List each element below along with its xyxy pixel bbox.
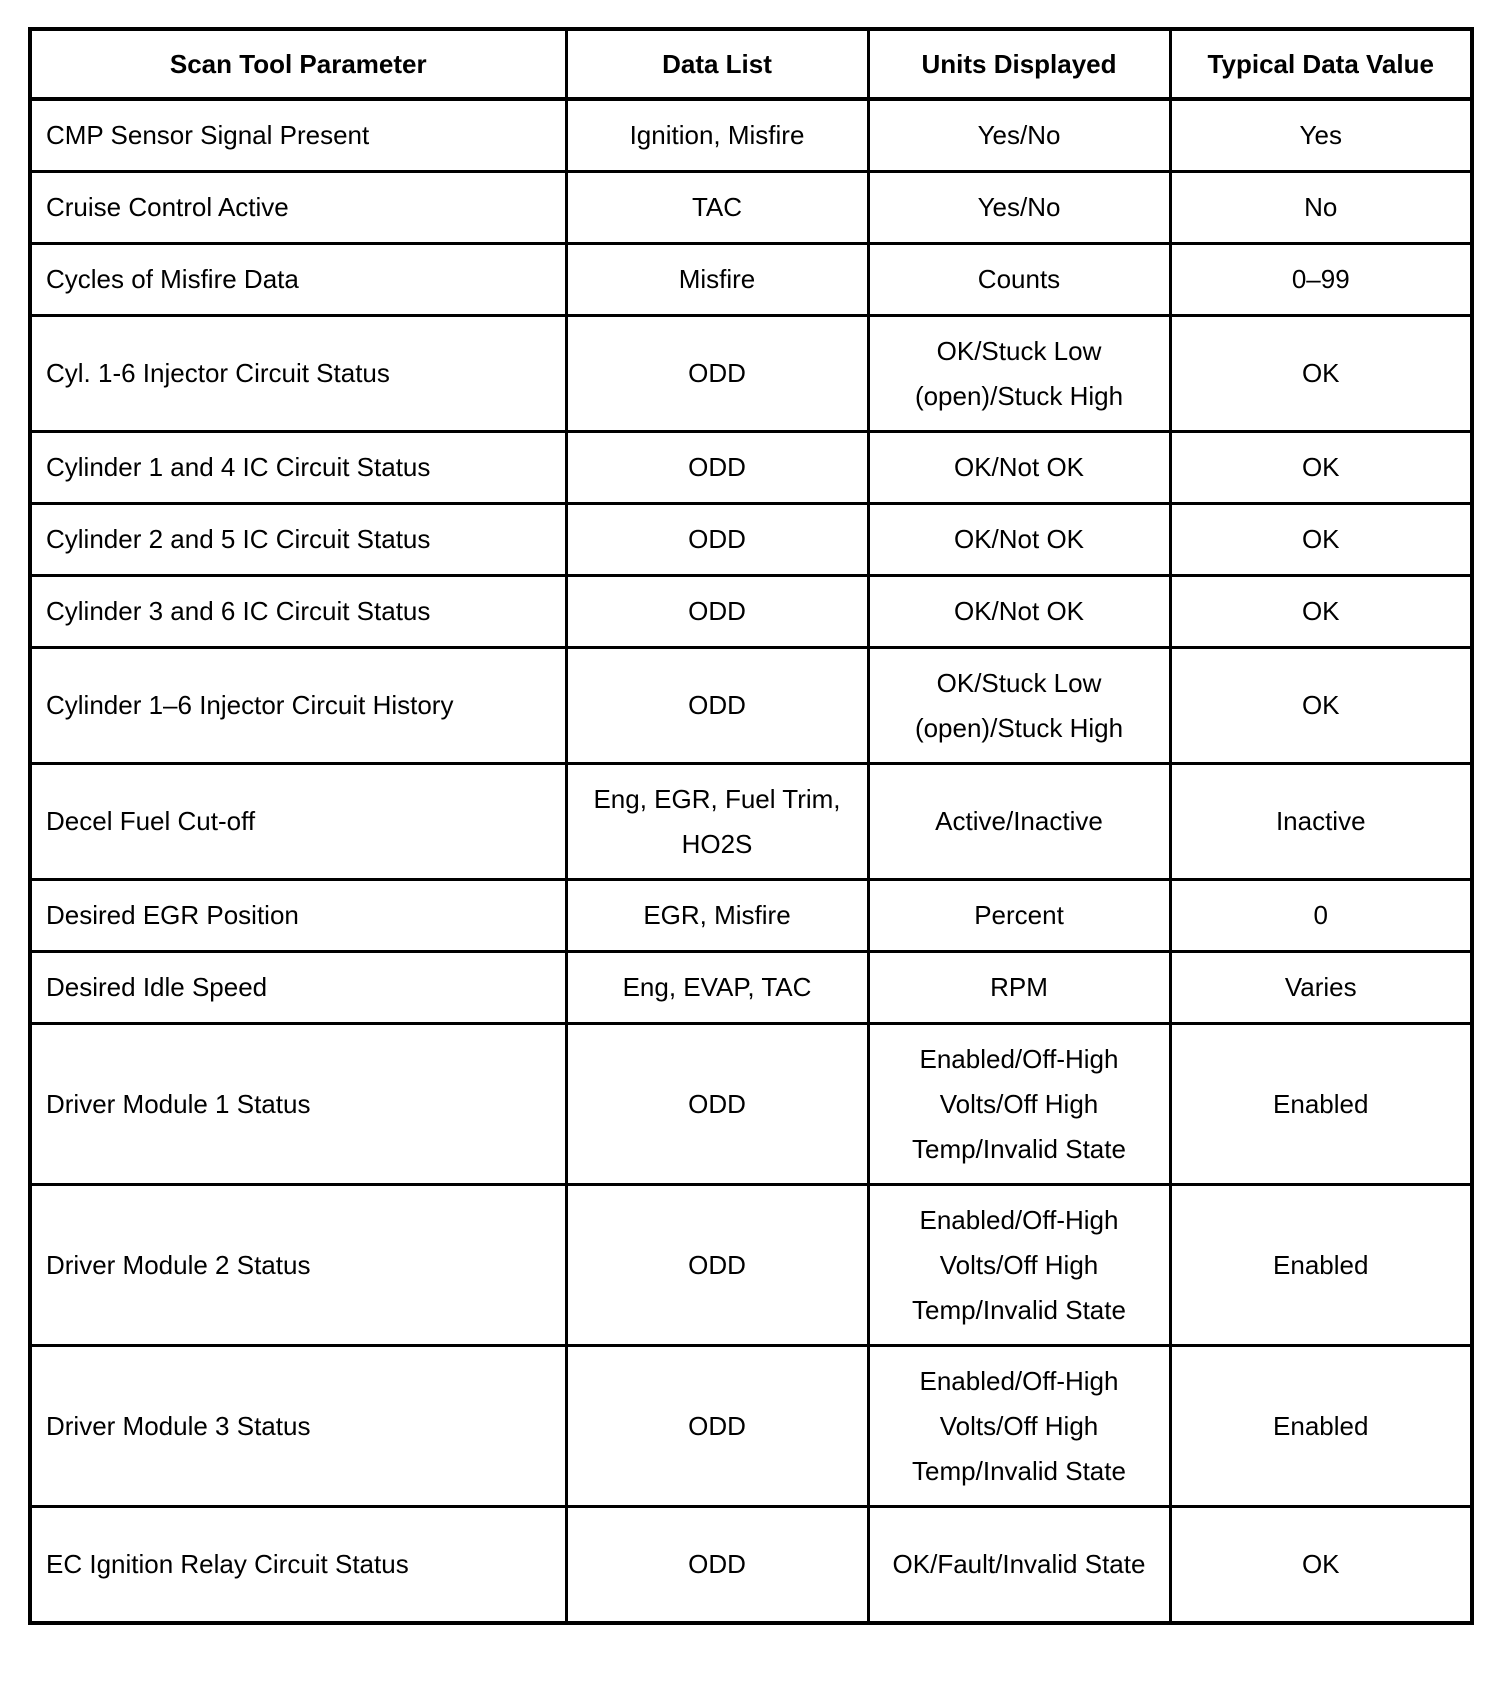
cell-units: Active/Inactive [868,764,1170,880]
cell-typical-value: Inactive [1170,764,1472,880]
table-row [30,1507,1472,1624]
table-row [30,1346,1472,1507]
header-typical-data-value: Typical Data Value [1170,29,1472,99]
cell-typical-value: No [1170,172,1472,244]
cell-parameter: Driver Module 3 Status [30,1346,566,1507]
cell-units: Enabled/Off-High Volts/Off High Temp/Invalid State [868,1185,1170,1346]
cell-typical-value: Yes [1170,99,1472,172]
cell-parameter: CMP Sensor Signal Present [30,99,566,172]
cell-parameter: Cyl. 1-6 Injector Circuit Status [30,316,566,432]
cell-data-list: ODD [566,316,868,432]
table-row [30,504,1472,576]
cell-data-list: ODD [566,432,868,504]
cell-data-list: Eng, EGR, Fuel Trim, HO2S [566,764,868,880]
cell-units: OK/Not OK [868,432,1170,504]
cell-units: Yes/No [868,99,1170,172]
cell-data-list: ODD [566,648,868,764]
scan-tool-parameter-table [28,27,1474,1625]
cell-typical-value: OK [1170,1507,1472,1624]
cell-typical-value: 0–99 [1170,244,1472,316]
cell-data-list: Ignition, Misfire [566,99,868,172]
cell-data-list: ODD [566,1346,868,1507]
cell-typical-value: OK [1170,648,1472,764]
table-row [30,576,1472,648]
table-row [30,764,1472,880]
cell-units: Percent [868,880,1170,952]
cell-parameter: Decel Fuel Cut-off [30,764,566,880]
cell-parameter: Cycles of Misfire Data [30,244,566,316]
cell-data-list: Eng, EVAP, TAC [566,952,868,1024]
header-data-list: Data List [566,29,868,99]
table-row [30,1024,1472,1185]
cell-parameter: Desired EGR Position [30,880,566,952]
cell-units: OK/Fault/Invalid State [868,1507,1170,1624]
cell-data-list: EGR, Misfire [566,880,868,952]
table-row [30,172,1472,244]
table-row [30,1185,1472,1346]
cell-typical-value: OK [1170,504,1472,576]
cell-data-list: ODD [566,576,868,648]
table-row [30,99,1472,172]
cell-data-list: TAC [566,172,868,244]
cell-units: RPM [868,952,1170,1024]
cell-typical-value: OK [1170,576,1472,648]
table-row [30,244,1472,316]
cell-units: OK/Not OK [868,504,1170,576]
table-row [30,880,1472,952]
cell-data-list: ODD [566,504,868,576]
cell-parameter: Driver Module 2 Status [30,1185,566,1346]
cell-units: OK/Stuck Low (open)/Stuck High [868,648,1170,764]
cell-units: Yes/No [868,172,1170,244]
cell-typical-value: Enabled [1170,1185,1472,1346]
header-row [30,29,1472,99]
cell-typical-value: OK [1170,432,1472,504]
cell-data-list: Misfire [566,244,868,316]
cell-units: Counts [868,244,1170,316]
cell-parameter: Cylinder 1–6 Injector Circuit History [30,648,566,764]
table-row [30,648,1472,764]
cell-parameter: Cruise Control Active [30,172,566,244]
header-units-displayed: Units Displayed [868,29,1170,99]
cell-data-list: ODD [566,1024,868,1185]
cell-parameter: EC Ignition Relay Circuit Status [30,1507,566,1624]
cell-data-list: ODD [566,1507,868,1624]
table-row [30,432,1472,504]
scan-tool-table-container [28,27,1470,1625]
cell-units: Enabled/Off-High Volts/Off High Temp/Invalid State [868,1346,1170,1507]
cell-parameter: Cylinder 1 and 4 IC Circuit Status [30,432,566,504]
cell-parameter: Driver Module 1 Status [30,1024,566,1185]
cell-data-list: ODD [566,1185,868,1346]
cell-parameter: Desired Idle Speed [30,952,566,1024]
cell-typical-value: Enabled [1170,1346,1472,1507]
cell-units: OK/Stuck Low (open)/Stuck High [868,316,1170,432]
cell-typical-value: OK [1170,316,1472,432]
header-scan-tool-parameter: Scan Tool Parameter [30,29,566,99]
cell-units: Enabled/Off-High Volts/Off High Temp/Invalid State [868,1024,1170,1185]
cell-parameter: Cylinder 3 and 6 IC Circuit Status [30,576,566,648]
cell-parameter: Cylinder 2 and 5 IC Circuit Status [30,504,566,576]
table-row [30,952,1472,1024]
cell-units: OK/Not OK [868,576,1170,648]
cell-typical-value: Enabled [1170,1024,1472,1185]
cell-typical-value: Varies [1170,952,1472,1024]
table-row [30,316,1472,432]
cell-typical-value: 0 [1170,880,1472,952]
